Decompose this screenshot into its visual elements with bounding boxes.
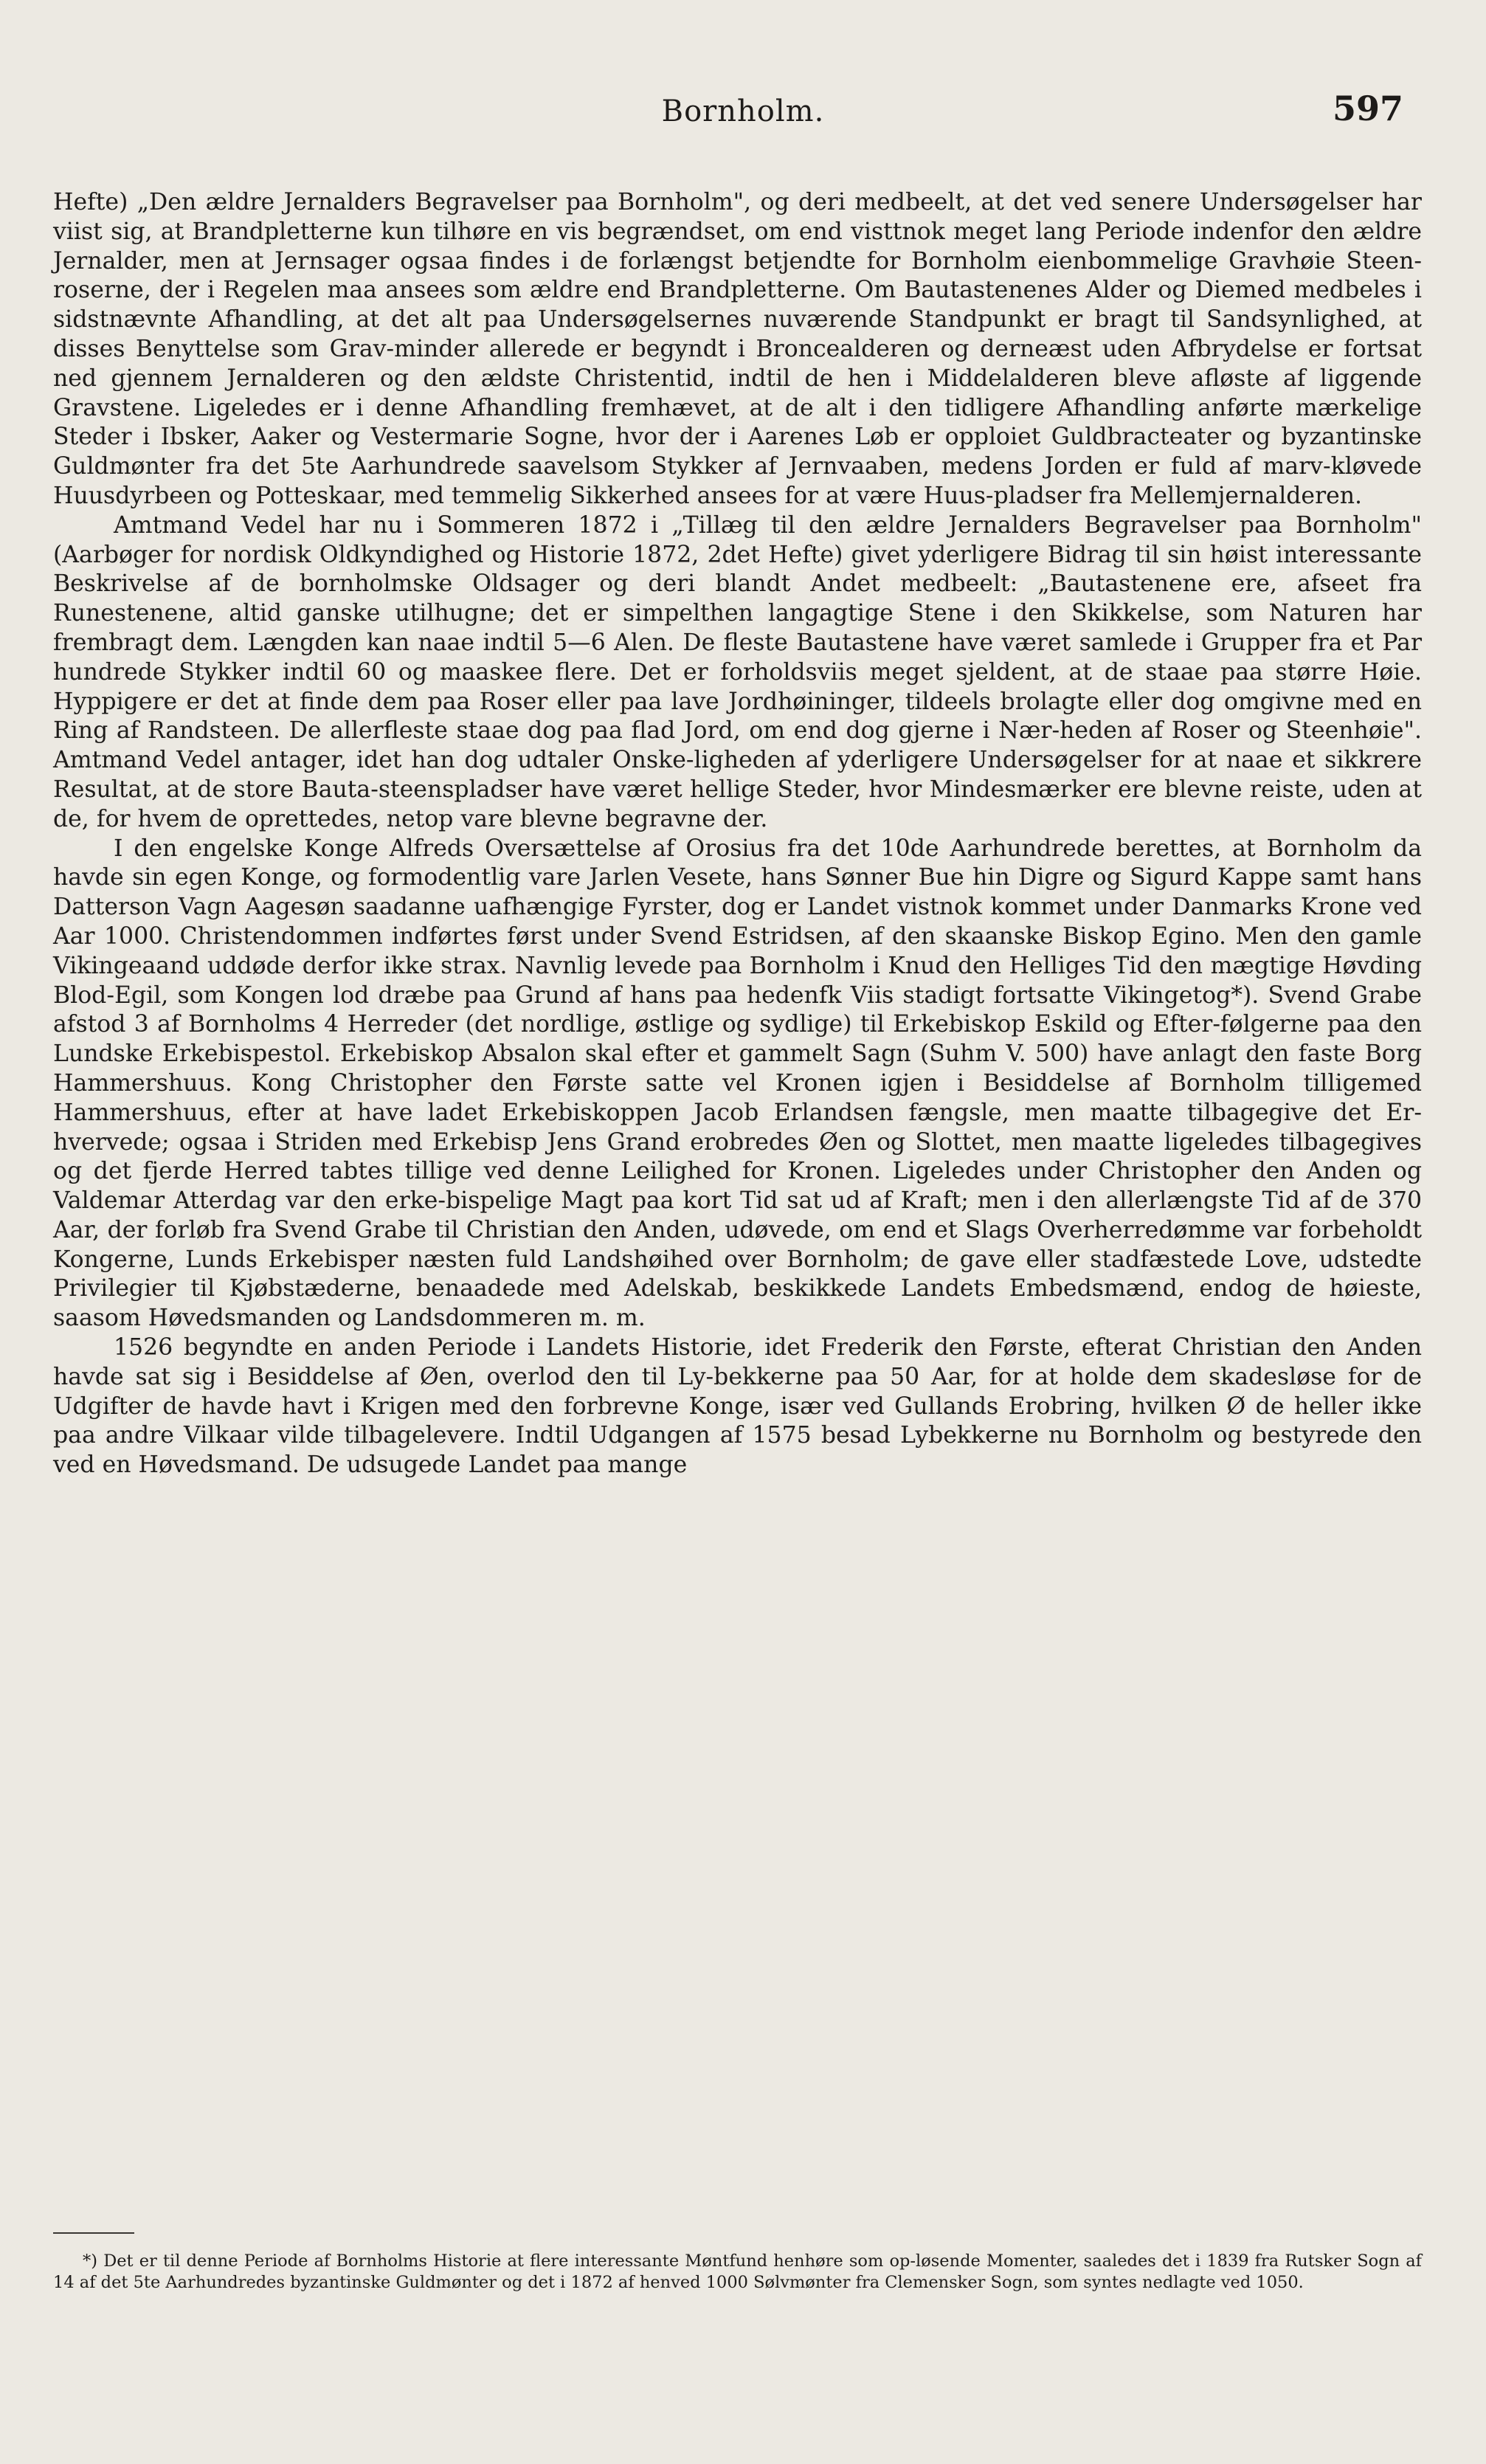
- footnote-text: Det er til denne Periode af Bornholms Historie at flere interessante Møntfund henhøre som op-løsende Momenter, saaledes det i 1839 fra Rutsker Sogn af 14 af det 5te Aarhundredes byzantinske Guldmønter og det i 1872 af henved 1000 Sølvmønter fra Clemensker Sogn, som syntes nedlagte ved 1050.: [53, 2251, 1422, 2292]
- paragraph-4: 1526 begyndte en anden Periode i Landets Historie, idet Frederik den Første, efterat Christian den Anden havde sat sig i Besiddelse af Øen, overlod den til Ly-bekkerne paa 50 Aar, for at holde dem skadesløse for de Udgifter de havde havt i Krigen med den forbrevne Konge, især ved Gullands Erobring, hvilken Ø de heller ikke paa andre Vilkaar vilde tilbagelevere. Indtil Udgangen af 1575 besad Lybekkerne nu Bornholm og bestyrede den ved en Høvedsmand. De udsugede Landet paa mange: [53, 1334, 1422, 1479]
- page-number: 597: [1332, 89, 1403, 128]
- paragraph-3: I den engelske Konge Alfreds Oversættelse af Orosius fra det 10de Aarhundrede berettes, at Bornholm da havde sin egen Konge, og formodentlig vare Jarlen Vesete, hans Sønner Bue hin Digre og Sigurd Kappe samt hans Datterson Vagn Aagesøn saadanne uafhængige Fyrster, dog er Landet vistnok kommet under Danmarks Krone ved Aar 1000. Christendommen indførtes først under Svend Estridsen, af den skaanske Biskop Egino. Men den gamle Vikingeaand uddøde derfor ikke strax. Navnlig levede paa Bornholm i Knud den Helliges Tid den mægtige Høvding Blod-Egil, som Kongen lod dræbe paa Grund af hans paa hedenfk Viis stadigt fortsatte Vikingetog*). Svend Grabe afstod 3 af Bornholms 4 Herreder (det nordlige, østlige og sydlige) til Erkebiskop Eskild og Efter-følgerne paa den Lundske Erkebispestol. Erkebiskop Absalon skal efter et gammelt Sagn (Suhm V. 500) have anlagt den faste Borg Hammershuus. Kong Christopher den Første satte vel Kronen igjen i Besiddelse af Bornholm tilligemed Hammershuus, efter at have ladet Erkebiskoppen Jacob Erlandsen fængsle, men maatte tilbagegive det Er-hvervede; ogsaa i Striden med Erkebisp Jens Grand erobredes Øen og Slottet, men maatte ligeledes tilbagegives og det fjerde Herred tabtes tillige ved denne Leilighed for Kronen. Ligeledes under Christopher den Anden og Valdemar Atterdag var den erke-bispelige Magt paa kort Tid sat ud af Kraft; men i den allerlængste Tid af de 370 Aar, der forløb fra Svend Grabe til Christian den Anden, udøvede, om end et Slags Overherredømme var forbeholdt Kongerne, Lunds Erkebisper næsten fuld Landshøihed over Bornholm; de gave eller stadfæstede Love, udstedte Privilegier til Kjøbstæderne, benaadede med Adelskab, beskikkede Landets Embedsmænd, endog de høieste, saasom Høvedsmanden og Landsdommeren m. m.: [53, 835, 1422, 1332]
- page-header: [53, 89, 1433, 139]
- paragraph-1: Hefte) „Den ældre Jernalders Begravelser paa Bornholm", og deri medbeelt, at det ved senere Undersøgelser har viist sig, at Brandpletterne kun tilhøre en vis begrændset, om end visttnok meget lang Periode indenfor den ældre Jernalder, men at Jernsager ogsaa findes i de forlængst betjendte for Bornholm eienbommelige Gravhøie Steen-roserne, der i Regelen maa ansees som ældre end Brandpletterne. Om Bautastenenes Alder og Diemed medbeles i sidstnævnte Afhandling, at det alt paa Undersøgelsernes nuværende Standpunkt er bragt til Sandsynlighed, at disses Benyttelse som Grav-minder allerede er begyndt i Broncealderen og derneæst uden Afbrydelse er fortsat ned gjennem Jernalderen og den ældste Christentid, indtil de hen i Middelalderen bleve afløste af liggende Gravstene. Ligeledes er i denne Afhandling fremhævet, at de alt i den tidligere Afhandling anførte mærkelige Steder i Ibsker, Aaker og Vestermarie Sogne, hvor der i Aarenes Løb er opploiet Guldbracteater og byzantinske Guldmønter fra det 5te Aarhundrede saavelsom Stykker af Jernvaaben, medens Jorden er fuld af marv-kløvede Huusdyrbeen og Potteskaar, med temmelig Sikkerhed ansees for at være Huus-pladser fra Mellemjernalderen.: [53, 189, 1422, 509]
- paragraph-2: Amtmand Vedel har nu i Sommeren 1872 i „Tillæg til den ældre Jernalders Begravelser paa Bornholm" (Aarbøger for nordisk Oldkyndighed og Historie 1872, 2det Hefte) givet yderligere Bidrag til sin høist interessante Beskrivelse af de bornholmske Oldsager og deri blandt Andet medbeelt: „Bautastenene ere, afseet fra Runestenene, altid ganske utilhugne; det er simpelthen langagtige Stene i den Skikkelse, som Naturen har frembragt dem. Længden kan naae indtil 5—6 Alen. De fleste Bautastene have været samlede i Grupper fra et Par hundrede Stykker indtil 60 og maaskee flere. Det er forholdsviis meget sjeldent, at de staae paa større Høie. Hyppigere er det at finde dem paa Roser eller paa lave Jordhøininger, tildeels brolagte eller dog omgivne med en Ring af Randsteen. De allerfleste staae dog paa flad Jord, om end dog gjerne i Nær-heden af Roser og Steenhøie". Amtmand Vedel antager, idet han dog udtaler Onske-ligheden af yderligere Undersøgelser for at naae et sikkrere Resultat, at de store Bauta-steenspladser have været hellige Steder, hvor Mindesmærker ere blevne reiste, uden at de, for hvem de oprettedes, netop vare blevne begravne der.: [53, 511, 1422, 832]
- footnote: [53, 2251, 1422, 2294]
- footnote-divider: [53, 2232, 134, 2234]
- running-title: Bornholm.: [661, 94, 825, 128]
- body-text: [53, 188, 1422, 1480]
- footnote-marker: *): [83, 2251, 98, 2271]
